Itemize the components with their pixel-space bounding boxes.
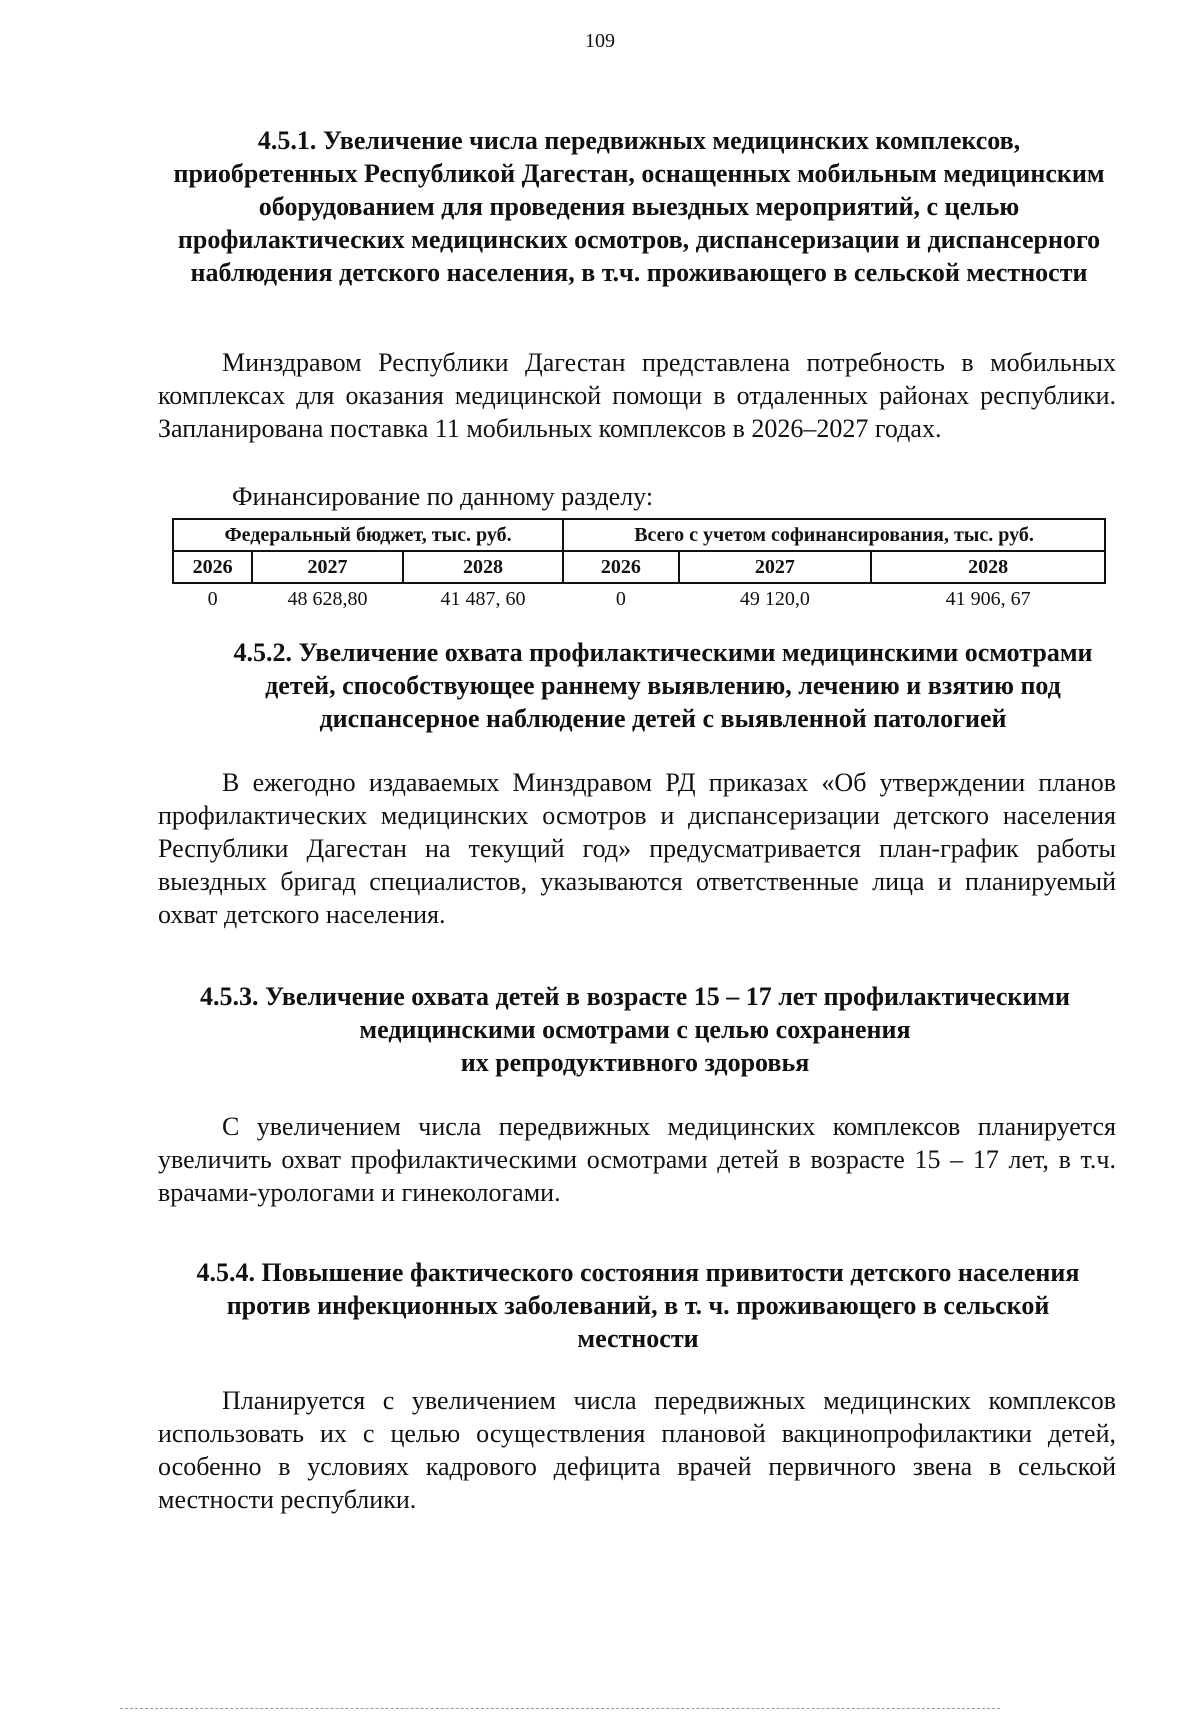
section-4-5-4-paragraph: Планируется с увеличением числа передвижных медицинских комплексов использовать их с целью осуществления плановой вакцинопрофилактики детей, особенно в условиях кадрового дефицита врачей первичного звена в сельской местности республики. [158,1386,1116,1514]
table-year-header-row [173,551,1105,583]
financing-label: Финансирование по данному разделу: [232,482,654,511]
table-row [173,583,1105,620]
table-year-header: 2026 [563,551,679,583]
section-4-5-2-paragraph: В ежегодно издаваемых Минздравом РД приказах «Об утверждении планов профилактических медицинских осмотров и диспансеризации детского населения Республики Дагестан на текущий год» предусматривается план-график работы выездных бригад специалистов, указываются ответственные лица и планируемый охват детского населения. [158,768,1116,929]
table-cell: 48 628,80 [287,588,368,610]
financing-table [172,518,1106,620]
section-4-5-3-heading-line: медицинскими осмотрами с целью сохранения [359,1015,911,1044]
section-4-5-2-heading: 4.5.2. Увеличение охвата профилактическими медицинскими осмотрами детей, способствующее раннему выявлению, лечению и взятию под диспансерное наблюдение детей с выявленной патологией [233,638,1093,733]
table-year-header: 2028 [871,551,1105,583]
table-year-header: 2027 [679,551,872,583]
section-4-5-3-paragraph: С увеличением числа передвижных медицинских комплексов планируется увеличить охват профилактическими осмотрами детей в возрасте 15 – 17 лет, в т.ч. врачами-урологами и гинекологами. [158,1112,1116,1207]
table-year-header: 2026 [173,551,252,583]
table-cell: 41 906, 67 [945,588,1031,610]
page-number: 109 [585,30,615,52]
section-4-5-4-heading: 4.5.4. Повышение фактического состояния привитости детского населения против инфекционных заболеваний, в т. ч. проживающего в сельской местности [196,1258,1080,1353]
table-cell: 0 [207,588,218,610]
table-year-header: 2027 [252,551,403,583]
table-cell: 41 487, 60 [440,588,526,610]
table-group-header: Федеральный бюджет, тыс. руб. [173,519,563,551]
table-cell: 49 120,0 [739,588,810,610]
table-cell: 0 [615,588,626,610]
table-year-header: 2028 [403,551,563,583]
section-4-5-1-heading: 4.5.1. Увеличение числа передвижных медицинских комплексов, приобретенных Республикой Дагестан, оснащенных мобильным медицинским оборудованием для проведения выездных мероприятий, с целью профилактических медицинских осмотров, диспансеризации и диспансерного наблюдения детского населения, в т.ч. проживающего в сельской местности [173,126,1105,287]
table-group-header: Всего с учетом софинансирования, тыс. руб. [563,519,1105,551]
section-4-5-3-heading-line: 4.5.3. Увеличение охвата детей в возрасте 15 – 17 лет профилактическими [199,982,1071,1011]
section-4-5-1-paragraph: Минздравом Республики Дагестан представлена потребность в мобильных комплексах для оказания медицинской помощи в отдаленных районах республики. Запланирована поставка 11 мобильных комплексов в 2026–2027 годах. [158,348,1116,443]
table-group-header-row [173,519,1105,551]
page-bottom-divider [120,1708,1000,1709]
section-4-5-3-heading-line: их репродуктивного здоровья [460,1048,810,1077]
